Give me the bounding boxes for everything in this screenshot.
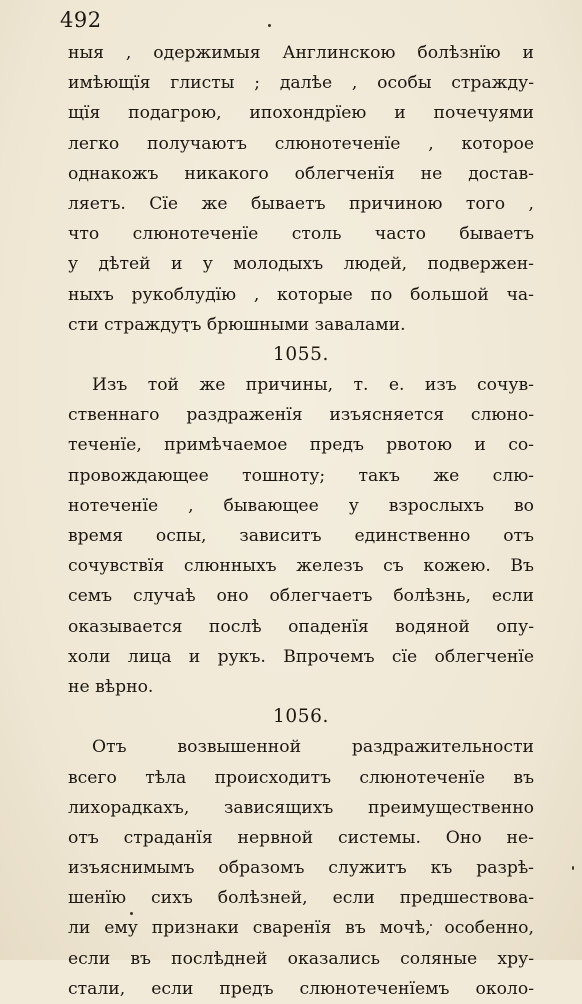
paragraph-1056	[68, 732, 534, 1004]
text-line: холи лица и рукъ. Впрочемъ сїе облегченїе	[68, 646, 534, 667]
text-line: нотеченїе , бывающее у взрослыхъ во	[68, 495, 534, 516]
text-line: время оспы, зависитъ единственно отъ	[68, 526, 534, 546]
section-number-1056: 1056.	[273, 706, 329, 728]
text-line: шенїю сихъ болѣзней, если предшествова-	[68, 888, 534, 909]
text-line: ляетъ. Сїе же бываетъ причиною того ,	[68, 193, 534, 214]
text-line: Отъ возвышенной раздражительности	[92, 737, 534, 758]
text-line: лихорадкахъ, зависящихъ преимущественно	[68, 797, 534, 818]
text-line: ныхъ рукоблудїю , которые по большой ча-	[68, 284, 534, 305]
text-line: у дѣтей и у молодыхъ людей, подвержен-	[68, 254, 534, 275]
text-line: всего тѣла происходитъ слюнотеченїе въ	[68, 767, 534, 788]
text-line: имѣющїя глисты ; далѣе , особы стражду-	[68, 73, 534, 94]
text-line: сти страждутъ брюшными завалами.	[68, 314, 406, 335]
paragraph-1055	[68, 370, 534, 702]
text-line: изъяснимымъ образомъ служитъ къ разрѣ-	[68, 858, 534, 879]
text-line: ли ему признаки сваренїя въ мочѣ, особенно,	[68, 918, 534, 939]
text-line: что слюнотеченїе столь часто бываетъ	[68, 224, 534, 245]
text-line: не вѣрно.	[68, 676, 154, 697]
text-line: теченїе, примѣчаемое предъ рвотою и со-	[68, 435, 534, 456]
text-line: сочувствїя слюнныхъ железъ съ кожею. Въ	[68, 556, 534, 577]
text-line: легко получаютъ слюнотеченїе , которое	[68, 133, 534, 154]
text-line: семъ случаѣ оно облегчаетъ болѣзнь, если	[68, 586, 534, 607]
text-line: провождающее тошноту; такъ же слю-	[68, 465, 534, 486]
text-line: ныя , одержимыя Англинскою болѣзнїю и	[68, 43, 534, 63]
text-line: стали, если предъ слюнотеченїемъ около-	[68, 978, 534, 999]
text-line: щїя подагрою, ипохондрїею и почечуями	[68, 103, 534, 124]
text-line: однакожъ никакого облегченїя не достав-	[68, 163, 534, 184]
text-line: ственнаго раздраженїя изъясняется слюно-	[68, 405, 534, 426]
paragraph-continued	[68, 38, 534, 340]
text-line: Изъ той же причины, т. е. изъ сочув-	[92, 375, 534, 396]
page-number: 492	[60, 8, 102, 32]
text-line: оказывается послѣ опаденїя водяной опу-	[68, 616, 534, 637]
ink-speck	[572, 866, 574, 870]
text-line: отъ страданїя нервной системы. Оно не-	[68, 827, 534, 848]
text-line: если въ послѣдней оказались соляные хру-	[68, 948, 534, 969]
section-number-1055: 1055.	[273, 343, 329, 365]
ink-speck	[268, 24, 271, 27]
body-text	[68, 38, 534, 1004]
